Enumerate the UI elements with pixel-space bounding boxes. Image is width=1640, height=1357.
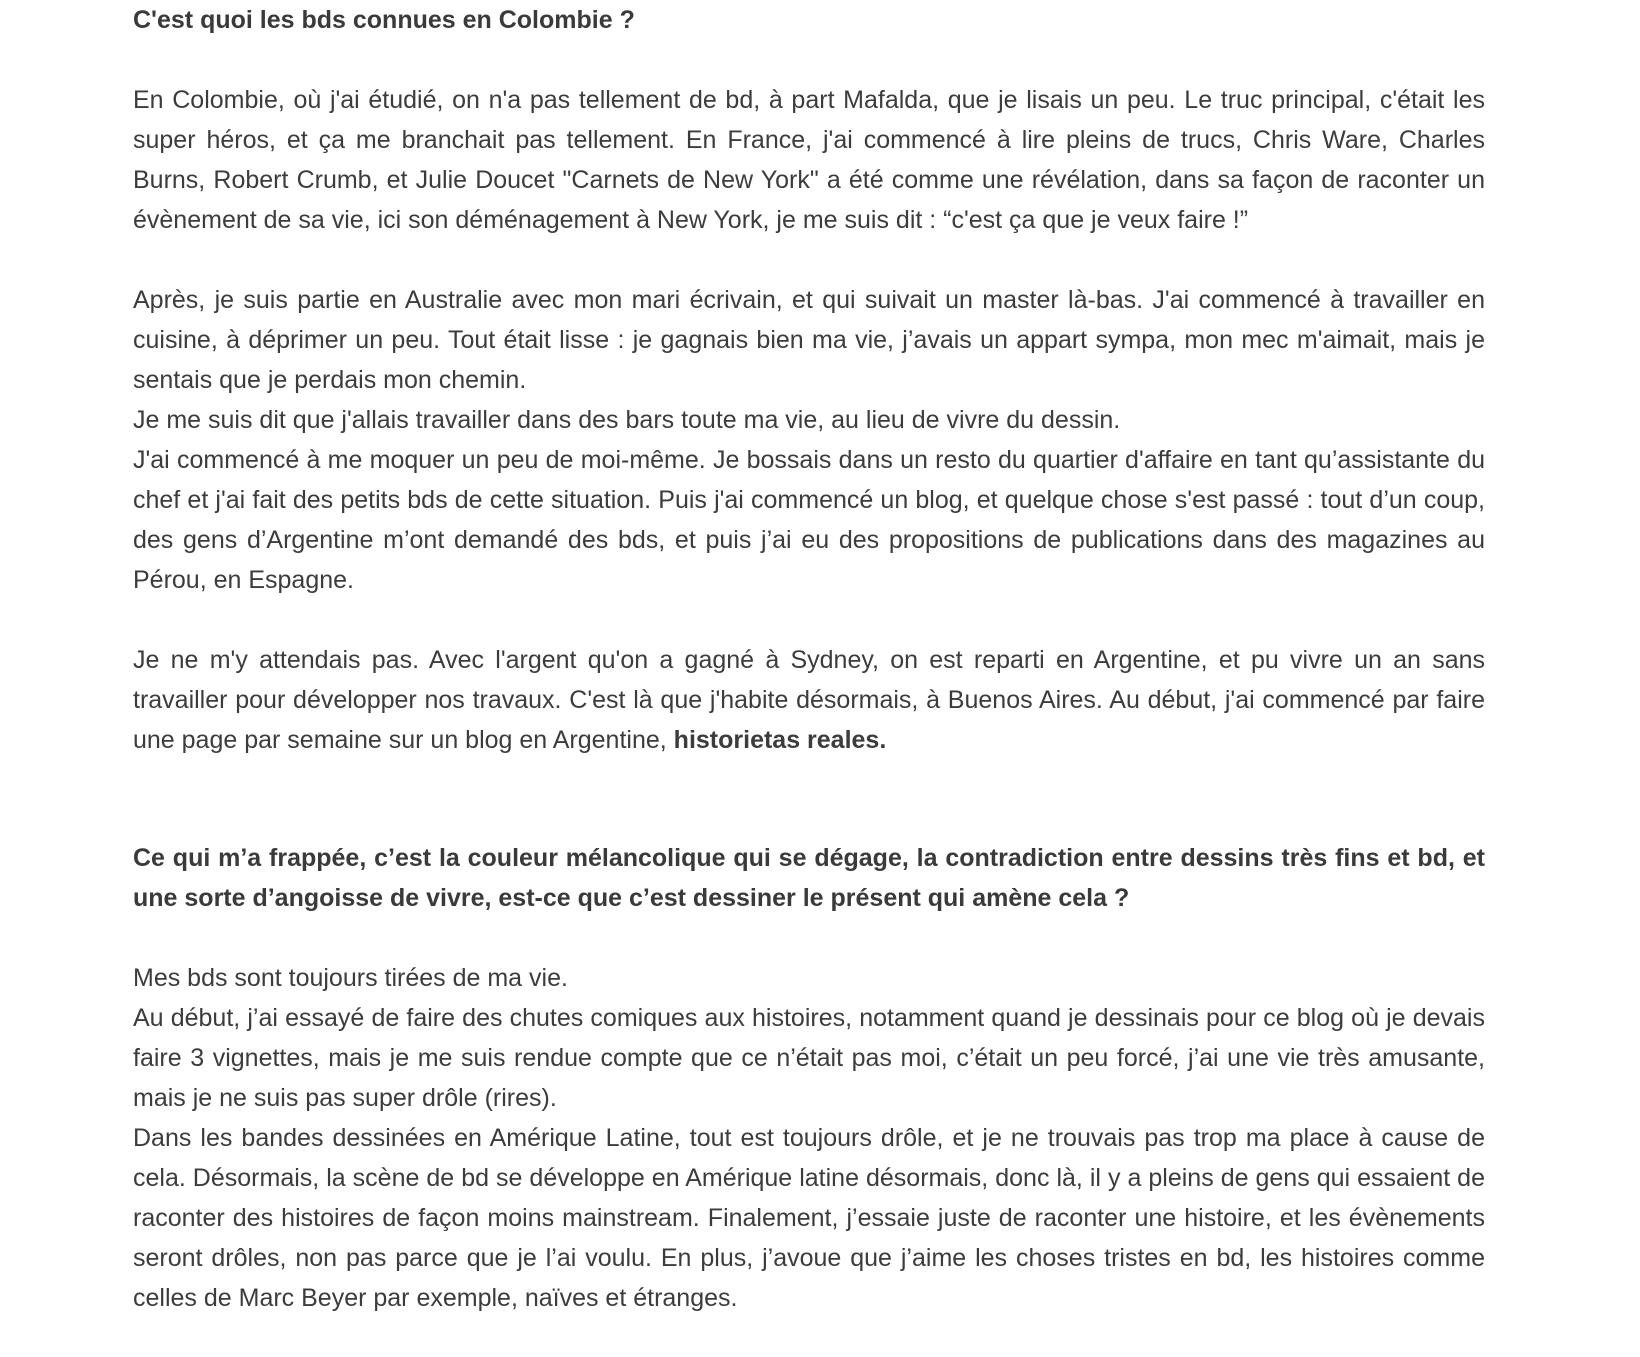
answer-paragraph: En Colombie, où j'ai étudié, on n'a pas tellement de bd, à part Mafalda, que je lisais un peu. Le truc principal, c'était les super héros, et ça me branchait pas tellement. En France, j'ai commencé à lire pleins de trucs, Chris Ware, Charles Burns, Robert Crumb, et Julie Doucet "Carnets de New York" a été comme une révélation, dans sa façon de raconter un évènement de sa vie, ici son déménagement à New York, je me suis dit : “c'est ça que je veux faire !” <box>133 86 1485 234</box>
interview-question: Ce qui m’a frappée, c’est la couleur mélancolique qui se dégage, la contradiction entre dessins très fins et bd, et une sorte d’angoisse de vivre, est-ce que c’est dessiner le présent qui amène cela ? <box>133 844 1485 912</box>
section-gap <box>133 760 1485 838</box>
paragraph-gap <box>133 600 1485 640</box>
answer-paragraph: Je me suis dit que j'allais travailler dans des bars toute ma vie, au lieu de vivre du dessin. <box>133 406 1121 434</box>
answer-paragraph <box>133 640 1485 760</box>
interview-question: C'est quoi les bds connues en Colombie ? <box>133 6 635 34</box>
answer-paragraph: Après, je suis partie en Australie avec mon mari écrivain, et qui suivait un master là-bas. J'ai commencé à travailler en cuisine, à déprimer un peu. Tout était lisse : je gagnais bien ma vie, j’avais un appart sympa, mon mec m'aimait, mais je sentais que je perdais mon chemin. <box>133 286 1485 394</box>
article-body <box>133 0 1485 1318</box>
answer-paragraph: Mes bds sont toujours tirées de ma vie. <box>133 964 568 992</box>
answer-paragraph: Au début, j’ai essayé de faire des chutes comiques aux histoires, notamment quand je dessinais pour ce blog où je devais faire 3 vignettes, mais je me suis rendue compte que ce n’était pas moi, c’était un peu forcé, j’ai une vie très amusante, mais je ne suis pas super drôle (rires). <box>133 1004 1485 1112</box>
blog-name-link[interactable]: historietas reales. <box>673 726 887 754</box>
answer-paragraph: Dans les bandes dessinées en Amérique Latine, tout est toujours drôle, et je ne trouvais pas trop ma place à cause de cela. Désormais, la scène de bd se développe en Amérique latine désormais, donc là, il y a pleins de gens qui essaient de raconter des histoires de façon moins mainstream. Finalement, j’essaie juste de raconter une histoire, et les évènements seront drôles, non pas parce que je l’ai voulu. En plus, j’avoue que j’aime les choses tristes en bd, les histoires comme celles de Marc Beyer par exemple, naïves et étranges. <box>133 1124 1485 1312</box>
answer-text: Je ne m'y attendais pas. Avec l'argent qu'on a gagné à Sydney, on est reparti en Argentine, et pu vivre un an sans travailler pour développer nos travaux. C'est là que j'habite désormais, à Buenos Aires. Au début, j'ai commencé par faire une page par semaine sur un blog en Argentine, <box>133 646 1485 754</box>
paragraph-gap <box>133 40 1485 80</box>
answer-paragraph: J'ai commencé à me moquer un peu de moi-même. Je bossais dans un resto du quartier d'affaire en tant qu’assistante du chef et j'ai fait des petits bds de cette situation. Puis j'ai commencé un blog, et quelque chose s'est passé : tout d’un coup, des gens d’Argentine m’ont demandé des bds, et puis j’ai eu des propositions de publications dans des magazines au Pérou, en Espagne. <box>133 446 1485 594</box>
paragraph-gap <box>133 918 1485 958</box>
paragraph-gap <box>133 240 1485 280</box>
